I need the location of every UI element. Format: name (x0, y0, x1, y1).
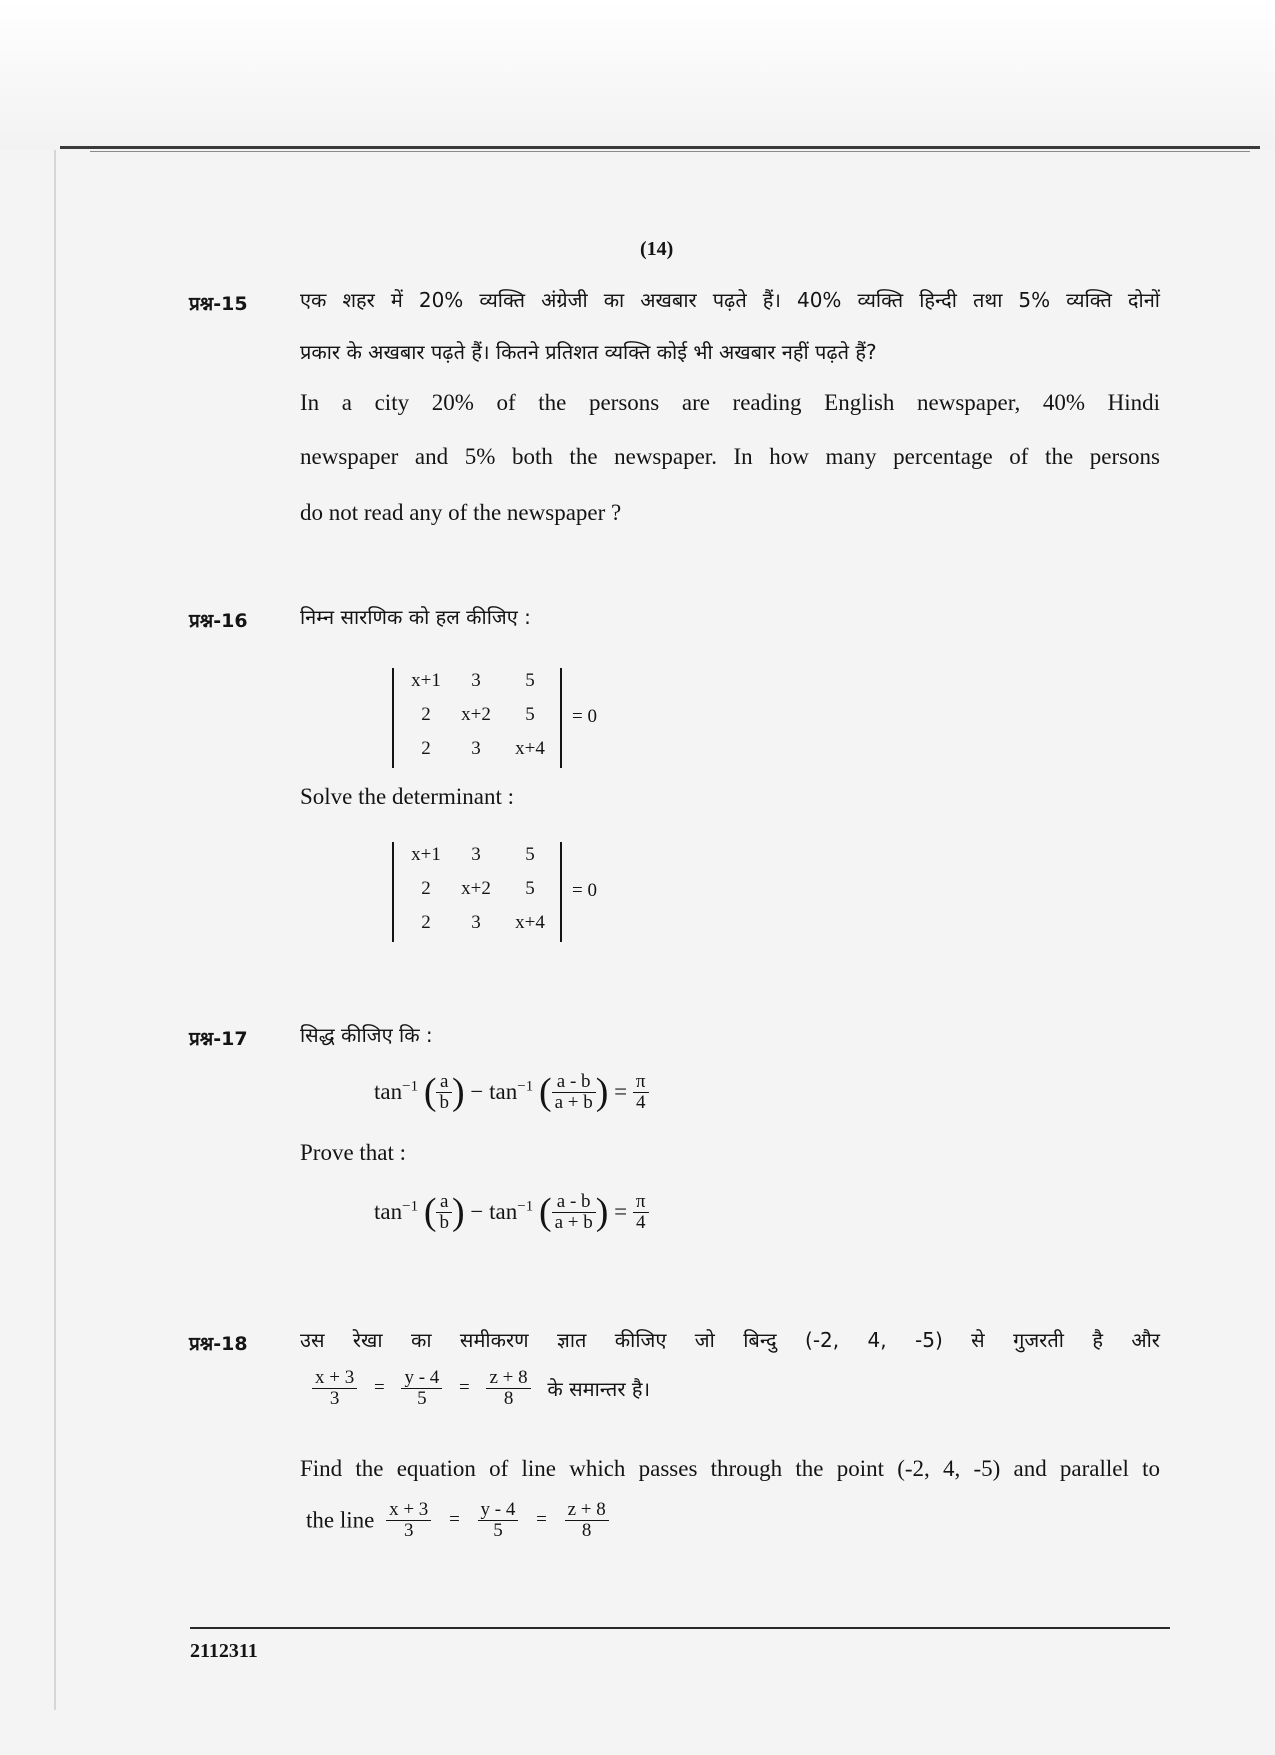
determinant-english (392, 842, 562, 942)
matrix-cell: 3 (471, 912, 481, 933)
page-top-margin (0, 0, 1275, 150)
right-paren: ) (595, 1071, 609, 1113)
q18-hindi-line-1: उस रेखा का समीकरण ज्ञात कीजिए जो बिन्दु (-2, 4, -5) से गुजरती है और (300, 1328, 1160, 1352)
equals-sign: = (373, 1377, 385, 1399)
matrix-cell: 2 (421, 912, 431, 933)
fraction-diff-over-sum: $\frac{a - b}{a + b}$ (552, 1192, 596, 1233)
fraction-y: $\frac{y - 4}{5}$ (401, 1368, 442, 1409)
tan-function: $\tan^{-1}$ (374, 1078, 419, 1105)
q17-hindi-prompt: सिद्ध कीजिए कि : (300, 1023, 433, 1047)
right-paren: ) (595, 1191, 609, 1233)
matrix-cell: x+1 (411, 670, 441, 691)
tan-function: $\tan^{-1}$ (489, 1198, 534, 1225)
matrix-cell: 5 (525, 878, 535, 899)
fraction-x: $\frac{x + 3}{3}$ (386, 1500, 431, 1541)
fraction-diff-over-sum: $\frac{a - b}{a + b}$ (552, 1072, 596, 1113)
right-paren: ) (451, 1191, 465, 1233)
q18-english-line-1: Find the equation of line which passes through the point (-2, 4, -5) and parallel to (300, 1456, 1160, 1481)
matrix-cell: 2 (421, 738, 431, 759)
matrix-cell: x+1 (411, 844, 441, 865)
left-paren: ( (423, 1191, 437, 1233)
tan-function: $\tan^{-1}$ (374, 1198, 419, 1225)
question-label: प्रश्न-15 (189, 293, 248, 315)
question-label: प्रश्न-17 (189, 1028, 248, 1050)
equals-sign: = (614, 1079, 628, 1104)
matrix-cell: 5 (525, 704, 535, 725)
q16-hindi-prompt: निम्न सारणिक को हल कीजिए : (300, 605, 531, 629)
q17-english-prompt: Prove that : (300, 1140, 407, 1165)
matrix-cell: 3 (471, 738, 481, 759)
fraction-a-over-b: $\frac{a}{b}$ (436, 1192, 452, 1233)
q15-english-line-2: newspaper and 5% both the newspaper. In how many percentage of the persons (300, 444, 1160, 469)
matrix-cell: x+2 (461, 704, 491, 725)
q15-english-line-1: In a city 20% of the persons are reading English newspaper, 40% Hindi (300, 390, 1160, 415)
left-paren: ( (538, 1071, 552, 1113)
equals-sign: = (614, 1199, 628, 1224)
matrix-cell: 2 (421, 704, 431, 725)
tan-function: $\tan^{-1}$ (489, 1078, 534, 1105)
q15-english-line-3: do not read any of the newspaper ? (300, 500, 622, 525)
matrix-cell: x+2 (461, 878, 491, 899)
determinant-hindi (392, 668, 562, 768)
top-rule-secondary (90, 151, 1250, 152)
minus-sign: − (470, 1079, 484, 1104)
line-equation-hindi (306, 1368, 656, 1409)
matrix-cell: 2 (421, 878, 431, 899)
matrix-cell: 3 (471, 670, 481, 691)
question-label: प्रश्न-16 (189, 610, 248, 632)
page-left-edge (54, 150, 56, 1710)
fraction-pi-over-4: $\frac{\pi}{4}$ (633, 1192, 649, 1233)
matrix-cell: x+4 (515, 738, 545, 759)
q18-english-prefix: the line (306, 1507, 375, 1533)
fraction-a-over-b: $\frac{a}{b}$ (436, 1072, 452, 1113)
determinant-rhs: = 0 (572, 880, 597, 901)
q15-hindi-line-1: एक शहर में 20% व्यक्ति अंग्रेजी का अखबार पढ़ते हैं। 40% व्यक्ति हिन्दी तथा 5% व्यक्ति दोनों (300, 288, 1160, 312)
matrix-cell: 5 (525, 670, 535, 691)
fraction-y: $\frac{y - 4}{5}$ (478, 1500, 519, 1541)
matrix-cell: 3 (471, 844, 481, 865)
identity-equation-english (374, 1190, 649, 1234)
determinant-rhs: = 0 (572, 706, 597, 727)
fraction-z: $\frac{z + 8}{8}$ (486, 1368, 530, 1409)
equals-sign: = (536, 1509, 547, 1531)
paper-code: 2112311 (190, 1640, 258, 1662)
matrix-cell: 5 (525, 844, 535, 865)
left-paren: ( (538, 1191, 552, 1233)
left-paren: ( (423, 1071, 437, 1113)
footer-rule (190, 1627, 1170, 1629)
equals-sign: = (449, 1509, 460, 1531)
question-label: प्रश्न-18 (189, 1333, 248, 1355)
minus-sign: − (470, 1199, 484, 1224)
q15-hindi-line-2: प्रकार के अखबार पढ़ते हैं। कितने प्रतिशत व्यक्ति कोई भी अखबार नहीं पढ़ते हैं? (300, 340, 877, 364)
q16-english-prompt: Solve the determinant : (300, 784, 514, 809)
identity-equation-hindi (374, 1070, 649, 1114)
fraction-pi-over-4: $\frac{\pi}{4}$ (633, 1072, 649, 1113)
matrix-cell: x+4 (515, 912, 545, 933)
line-equation-english (306, 1500, 615, 1541)
right-paren: ) (451, 1071, 465, 1113)
q18-hindi-suffix: के समान्तर है। (547, 1376, 651, 1401)
fraction-z: $\frac{z + 8}{8}$ (565, 1500, 609, 1541)
equals-sign: = (459, 1377, 470, 1399)
top-rule (60, 146, 1260, 149)
fraction-x: $\frac{x + 3}{3}$ (312, 1368, 357, 1409)
page-number: (14) (640, 238, 674, 260)
